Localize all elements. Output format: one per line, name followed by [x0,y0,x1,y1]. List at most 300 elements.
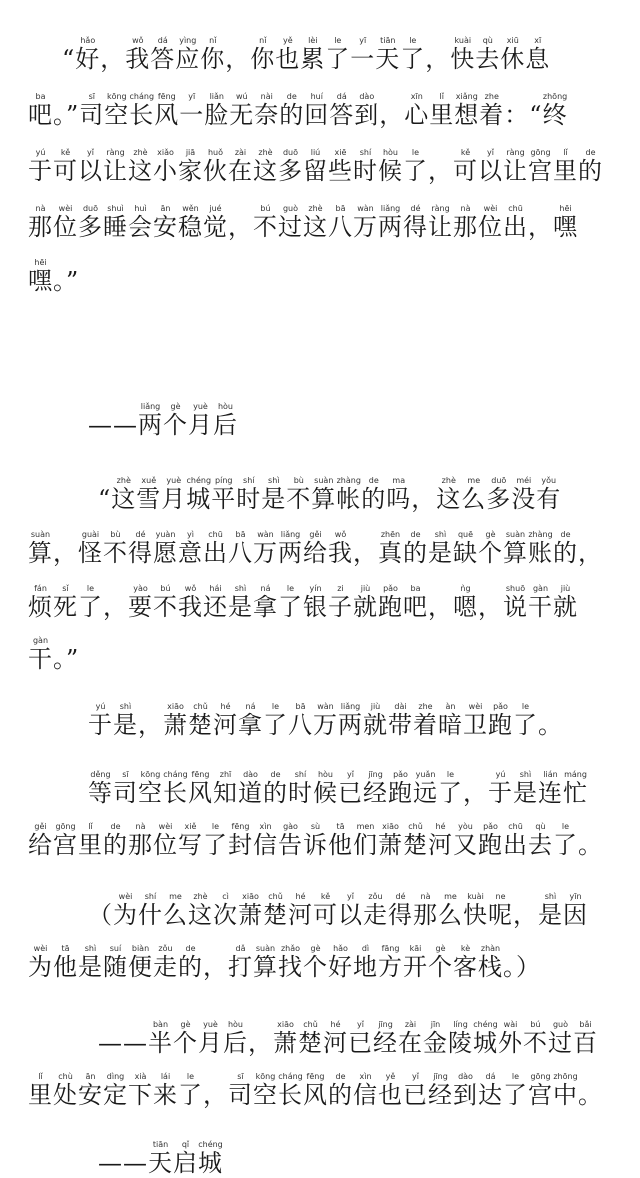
hanzi-char: 要yào [128,584,153,621]
pinyin-annotation: le [400,36,426,45]
hanzi-char: 不bù [286,476,312,513]
pinyin-annotation: kāi [403,944,428,953]
pinyin-annotation: shì [261,476,287,485]
pinyin-annotation: chǔ [263,892,288,901]
hanzi-char: ， [203,953,228,981]
pinyin-annotation: dìng [103,1072,128,1081]
pinyin-annotation: guò [278,204,303,213]
hanzi-char: 是shì [261,476,287,513]
hanzi-char: 空kōng [253,1072,278,1109]
pinyin-annotation: pǎo [378,584,403,593]
hanzi-char: 天tiān [148,1140,173,1177]
hanzi-char: 了le [513,702,538,739]
hanzi-char: 走zǒu [363,892,388,929]
hanzi-char: 还hái [203,584,228,621]
pinyin-annotation: fēng [228,822,253,831]
hanzi-char: 随suí [103,944,128,981]
pinyin-annotation: dé [388,892,413,901]
hanzi-char: 心xīn [404,92,430,129]
pinyin-annotation: yuè [198,1020,223,1029]
pinyin-annotation: suàn [311,476,337,485]
pinyin-annotation: hòu [378,148,403,157]
hanzi-char: 时shí [236,476,262,513]
pinyin-annotation: dá [329,92,355,101]
hanzi-char: 我wǒ [328,530,353,567]
hanzi-char: 河hé [428,822,453,859]
hanzi-char: 也yě [275,36,301,73]
hanzi-char: 月yuè [198,1020,223,1057]
hanzi-char: 于yú [88,702,113,739]
pinyin-annotation: zhè [253,148,278,157]
text-line [88,402,640,440]
hanzi-char: 为wèi [28,944,53,981]
pinyin-annotation: huì [128,204,153,213]
hanzi-char: ， [203,1081,228,1109]
hanzi-char: 么me [438,892,463,929]
pinyin-annotation: gè [478,530,503,539]
hanzi-char: 不bú [153,584,178,621]
hanzi-char: 位wèi [53,204,78,241]
hanzi-char: 不bú [523,1020,548,1057]
pinyin-annotation: gěi [303,530,328,539]
pinyin-annotation: jiù [553,584,578,593]
hanzi-char: 的de [361,476,387,513]
hanzi-char: 了le [403,148,428,185]
pinyin-annotation: xiě [178,822,203,831]
hanzi-char: 河hé [213,702,238,739]
hanzi-char: 息xī [525,36,551,73]
pinyin-annotation: le [263,702,288,711]
hanzi-char: 开kāi [403,944,428,981]
pinyin-annotation: wěn [178,204,203,213]
pinyin-annotation: ná [238,702,263,711]
hanzi-char: —— [98,1149,148,1177]
hanzi-char: 吧ba [28,92,53,129]
pinyin-annotation: lèi [300,36,326,45]
text-line [88,702,640,740]
hanzi-char: 后hòu [213,402,238,439]
pinyin-annotation: yì [178,530,203,539]
hanzi-char: 城chéng [186,476,212,513]
hanzi-char: 快kuài [463,892,488,929]
pinyin-annotation: jīng [363,770,388,779]
pinyin-annotation: le [503,1072,528,1081]
pinyin-annotation: wèi [113,892,138,901]
hanzi-char: 的de [279,92,305,129]
pinyin-annotation: kuài [450,36,476,45]
pinyin-annotation: zhàn [478,944,503,953]
pinyin-annotation: hēi [28,258,53,267]
pinyin-annotation: dào [453,1072,478,1081]
pinyin-annotation: fēng [188,770,213,779]
text-line [28,1072,640,1110]
hanzi-char: 你nǐ [250,36,276,73]
hanzi-char: 长cháng [129,92,155,129]
hanzi-char: 多duō [78,204,103,241]
hanzi-char: 打dǎ [228,944,253,981]
hanzi-char: 安ān [153,204,178,241]
hanzi-char: 了le [325,36,351,73]
hanzi-char: 么me [461,476,487,513]
hanzi-char: 已yǐ [403,1072,428,1109]
hanzi-char: 那nà [453,204,478,241]
pinyin-annotation: suí [103,944,128,953]
pinyin-annotation: yǐ [338,770,363,779]
hanzi-char: 城chéng [473,1020,498,1057]
pinyin-annotation: ān [78,1072,103,1081]
hanzi-char: 达dá [478,1072,503,1109]
pinyin-annotation: dé [403,204,428,213]
pinyin-annotation: nǐ [200,36,226,45]
hanzi-char: 嘿hēi [28,258,53,295]
pinyin-annotation: jīn [423,1020,448,1029]
hanzi-char: 嘿hēi [553,204,578,241]
hanzi-char: 让ràng [428,204,453,241]
hanzi-char: 。 [578,1081,603,1109]
hanzi-char: 已yǐ [348,1020,373,1057]
pinyin-annotation: wèi [463,702,488,711]
hanzi-char: 处chù [53,1072,78,1109]
pinyin-annotation: děng [88,770,113,779]
hanzi-char: 拿ná [238,702,263,739]
hanzi-char: 去qù [475,36,501,73]
pinyin-annotation: yī [179,92,205,101]
hanzi-char: 宫gōng [528,1072,553,1109]
hanzi-char: 时shí [288,770,313,807]
hanzi-char: 个gè [428,944,453,981]
pinyin-annotation: yú [88,702,113,711]
hanzi-char: 一yī [350,36,376,73]
hanzi-char: 后hòu [223,1020,248,1057]
pinyin-annotation: hé [428,822,453,831]
pinyin-annotation: chù [53,1072,78,1081]
hanzi-char: 月yuè [188,402,213,439]
hanzi-char: 个gè [163,402,188,439]
hanzi-char: 的de [403,530,428,567]
pinyin-annotation: chǔ [188,702,213,711]
pinyin-annotation: zài [398,1020,423,1029]
hanzi-char: 缺quē [453,530,478,567]
hanzi-char: 终zhōng [542,92,568,129]
pinyin-annotation: wǒ [328,530,353,539]
pinyin-annotation: guài [78,530,103,539]
pinyin-annotation: yào [128,584,153,593]
hanzi-char: 雪xuě [136,476,162,513]
pinyin-annotation: liǎn [204,92,230,101]
hanzi-char: 了le [400,36,426,73]
text-line [28,944,640,982]
pinyin-annotation: qù [475,36,501,45]
pinyin-annotation: dài [388,702,413,711]
pinyin-annotation: cháng [129,92,155,101]
pinyin-annotation: ràng [503,148,528,157]
hanzi-char: 个gè [303,944,328,981]
hanzi-char: 到dào [453,1072,478,1109]
hanzi-char: 启qǐ [173,1140,198,1177]
pinyin-annotation: nà [413,892,438,901]
pinyin-annotation: le [438,770,463,779]
hanzi-char: 。” [53,101,80,129]
hanzi-char: 萧xiāo [238,892,263,929]
pinyin-annotation: me [461,476,487,485]
pinyin-annotation: zhe [413,702,438,711]
hanzi-char: 八bā [288,702,313,739]
hanzi-char: 无wú [229,92,255,129]
pinyin-annotation: me [163,892,188,901]
pinyin-annotation: xìn [253,822,278,831]
hanzi-char: 是shì [428,530,453,567]
hanzi-char: 让ràng [503,148,528,185]
hanzi-char: ， [138,711,163,739]
text-line [28,92,640,130]
pinyin-annotation: de [279,92,305,101]
pinyin-annotation: zǒu [363,892,388,901]
hanzi-char: 在zài [398,1020,423,1057]
hanzi-char: ， [228,213,253,241]
hanzi-char: ， [463,779,488,807]
hanzi-char: 因yīn [563,892,588,929]
pinyin-annotation: ná [253,584,278,593]
pinyin-annotation: yín [303,584,328,593]
hanzi-char: 下xià [128,1072,153,1109]
pinyin-annotation: nà [28,204,53,213]
pinyin-annotation: yuàn [153,530,178,539]
hanzi-char: 得dé [388,892,413,929]
hanzi-char: 是shì [78,944,103,981]
pinyin-annotation: hǎo [328,944,353,953]
pinyin-annotation: dé [128,530,153,539]
hanzi-char: 长cháng [278,1072,303,1109]
hanzi-char: 空kōng [104,92,130,129]
pinyin-annotation: gào [278,822,303,831]
hanzi-char: 跑pǎo [478,822,503,859]
pinyin-annotation: bā [228,530,253,539]
pinyin-annotation: yǐ [78,148,103,157]
hanzi-char: 风fēng [188,770,213,807]
hanzi-char: 家jiā [178,148,203,185]
hanzi-char: 河hé [323,1020,348,1057]
pinyin-annotation: yìng [175,36,201,45]
hanzi-char: 道dào [238,770,263,807]
hanzi-char: ， [428,593,453,621]
hanzi-char: 说shuō [503,584,528,621]
hanzi-char: 安ān [78,1072,103,1109]
hanzi-char: 外wài [498,1020,523,1057]
pinyin-annotation: yuè [161,476,187,485]
pinyin-annotation: duō [278,148,303,157]
hanzi-char: 地dì [353,944,378,981]
hanzi-char: ， [478,593,503,621]
pinyin-annotation: ǹg [453,584,478,593]
pinyin-annotation: shì [428,530,453,539]
hanzi-char: 是shì [538,892,563,929]
hanzi-char: （ [88,901,113,929]
hanzi-char: 萧xiāo [163,702,188,739]
hanzi-char: 得dé [403,204,428,241]
pinyin-annotation: xiǎng [454,92,480,101]
hanzi-char: 到dào [354,92,380,129]
pinyin-annotation: yú [488,770,513,779]
hanzi-char: 答dá [329,92,355,129]
hanzi-char: 的de [328,1072,353,1109]
text-line [28,258,640,296]
pinyin-annotation: kōng [138,770,163,779]
hanzi-char: ， [248,1029,273,1057]
text-line [98,1020,640,1058]
pinyin-annotation: yú [28,148,53,157]
pinyin-annotation: liǎng [278,530,303,539]
pinyin-annotation: chū [203,530,228,539]
pinyin-annotation: zhàng [336,476,362,485]
hanzi-char: 出chū [503,822,528,859]
hanzi-char: 算suàn [253,944,278,981]
hanzi-char: 。 [538,711,563,739]
pinyin-annotation: jiù [353,584,378,593]
text-line [28,148,640,186]
hanzi-char: 楚chǔ [263,892,288,929]
hanzi-char: 司sī [113,770,138,807]
pinyin-annotation: le [553,822,578,831]
pinyin-annotation: wú [229,92,255,101]
hanzi-char: ， [528,213,553,241]
hanzi-char: 两liǎng [338,702,363,739]
hanzi-char: 金jīn [423,1020,448,1057]
pinyin-annotation: wàn [253,530,278,539]
hanzi-char: 账zhàng [528,530,553,567]
pinyin-annotation: zhè [436,476,462,485]
pinyin-annotation: gè [303,944,328,953]
hanzi-char: 万wàn [253,530,278,567]
pinyin-annotation: huí [304,92,330,101]
hanzi-char: 这zhè [253,148,278,185]
hanzi-char: 位wèi [478,204,503,241]
hanzi-char: 答dá [150,36,176,73]
hanzi-char: 的de [263,770,288,807]
hanzi-char: 给gěi [28,822,53,859]
hanzi-char: ， [353,539,378,567]
hanzi-char: 可kě [453,148,478,185]
hanzi-char: ， [103,593,128,621]
pinyin-annotation: de [178,944,203,953]
hanzi-char: 两liǎng [278,530,303,567]
pinyin-annotation: hòu [223,1020,248,1029]
text-line [28,584,640,622]
hanzi-char: 八bā [228,530,253,567]
hanzi-char: 帐zhàng [336,476,362,513]
hanzi-char: 我wǒ [125,36,151,73]
hanzi-char: 河hé [288,892,313,929]
hanzi-char: 真zhēn [378,530,403,567]
hanzi-char: 。） [503,953,541,981]
hanzi-char: ：“ [504,101,543,129]
pinyin-annotation: liú [303,148,328,157]
pinyin-annotation: liǎng [378,204,403,213]
hanzi-char: 信xìn [353,1072,378,1109]
hanzi-char: 风fēng [303,1072,328,1109]
hanzi-char: 定dìng [103,1072,128,1109]
hanzi-char: 跑pǎo [488,702,513,739]
hanzi-char: 信xìn [253,822,278,859]
hanzi-char: 也yě [378,1072,403,1109]
pinyin-annotation: shí [353,148,378,157]
hanzi-char: 就jiù [553,584,578,621]
text-line [98,476,640,514]
pinyin-annotation: zhōng [542,92,568,101]
hanzi-char: 多duō [486,476,512,513]
hanzi-char: 这zhè [188,892,213,929]
hanzi-char: 已yǐ [338,770,363,807]
pinyin-annotation: wèi [28,944,53,953]
pinyin-annotation: sī [228,1072,253,1081]
hanzi-char: 方fāng [378,944,403,981]
pinyin-annotation: shì [538,892,563,901]
hanzi-char: 得dé [128,530,153,567]
pinyin-annotation: yuè [188,402,213,411]
hanzi-char: 司sī [79,92,105,129]
pinyin-annotation: fēng [154,92,180,101]
hanzi-char: 忙máng [563,770,588,807]
pinyin-annotation: hòu [213,402,238,411]
pinyin-annotation: xiāo [163,702,188,711]
pinyin-annotation: xī [525,36,551,45]
hanzi-char: 有yǒu [536,476,562,513]
pinyin-annotation: jiā [178,148,203,157]
hanzi-char: 宫gōng [528,148,553,185]
hanzi-char: 以yǐ [478,148,503,185]
pinyin-annotation: sù [303,822,328,831]
hanzi-char: 应yìng [175,36,201,73]
hanzi-char: 他tā [328,822,353,859]
pinyin-annotation: dì [353,944,378,953]
pinyin-annotation: wèi [478,204,503,213]
pinyin-annotation: xìn [353,1072,378,1081]
pinyin-annotation: kě [53,148,78,157]
hanzi-char: 连lián [538,770,563,807]
pinyin-annotation: zhè [128,148,153,157]
pinyin-annotation: shì [513,770,538,779]
pinyin-annotation: zhǎo [278,944,303,953]
hanzi-char: 写xiě [178,822,203,859]
text-line [28,204,640,242]
pinyin-annotation: nà [128,822,153,831]
hanzi-char: 了le [278,584,303,621]
pinyin-annotation: cháng [163,770,188,779]
hanzi-char: 小xiǎo [153,148,178,185]
hanzi-char: 八bā [328,204,353,241]
hanzi-char: 两liǎng [138,402,163,439]
hanzi-char: 司sī [228,1072,253,1109]
hanzi-char: 脸liǎn [204,92,230,129]
hanzi-char: 告gào [278,822,303,859]
hanzi-char: 宫gōng [53,822,78,859]
pinyin-annotation: líng [448,1020,473,1029]
pinyin-annotation: men [353,822,378,831]
hanzi-char: 知zhī [213,770,238,807]
hanzi-char: 累lèi [300,36,326,73]
pinyin-annotation: shuì [103,204,128,213]
hanzi-char: 呢ne [488,892,513,929]
hanzi-char: 天tiān [375,36,401,73]
hanzi-char: 不bú [253,204,278,241]
pinyin-annotation: gōng [528,148,553,157]
pinyin-annotation: huǒ [203,148,228,157]
pinyin-annotation: le [278,584,303,593]
hanzi-char: 带dài [388,702,413,739]
hanzi-char: 死sǐ [53,584,78,621]
hanzi-char: 万wàn [313,702,338,739]
pinyin-annotation: shì [78,944,103,953]
hanzi-char: 位wèi [153,822,178,859]
